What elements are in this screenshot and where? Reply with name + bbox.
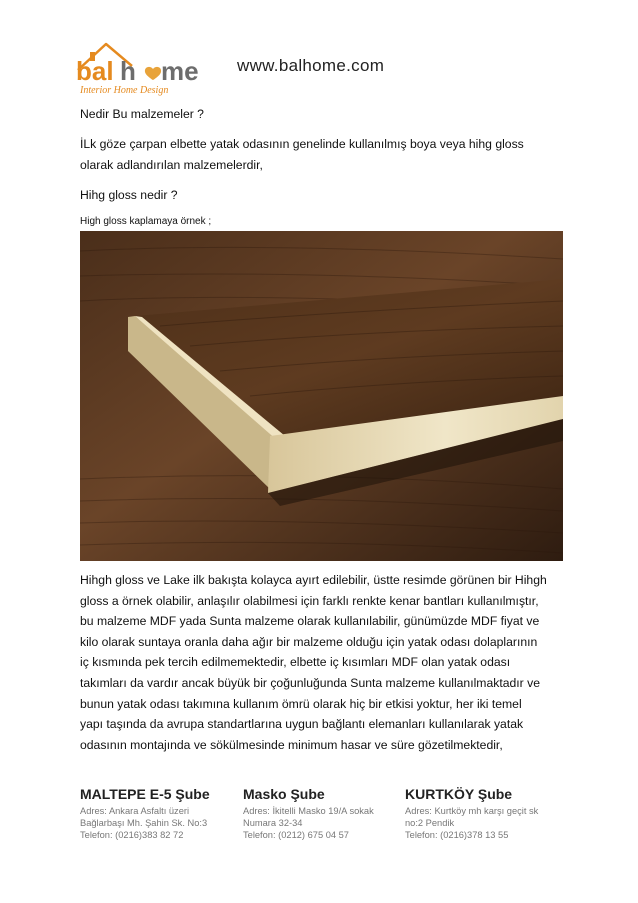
paragraph-line: bunun yatak odası takımına kullanım ömrü olarak hiç bir etkisi yoktur, her iki temel: [80, 696, 522, 711]
branch-address-line: Adres: Kurtköy mh karşı geçit sk: [405, 806, 539, 816]
branch-title: MALTEPE E-5 Şube: [80, 786, 210, 802]
paragraph-line: odasının montajında ve sökülmesinde minimum hasar ve süre gözetilmektedir,: [80, 737, 503, 752]
branch-address-line: no:2 Pendik: [405, 818, 455, 829]
branch-address-line: Bağlarbaşı Mh. Şahin Sk. No:3: [80, 818, 208, 829]
branch-title: Masko Şube: [243, 786, 325, 802]
branch-address-line: Adres: İkitelli Masko 19/A sokak: [243, 806, 374, 816]
branch-kurtkoy: [405, 786, 538, 842]
image-caption: High gloss kaplamaya örnek ;: [80, 216, 212, 227]
heading-high-gloss: Hihg gloss nedir ?: [80, 188, 178, 202]
intro-line-2: olarak adlandırılan malzemelerdir,: [80, 158, 263, 172]
branch-address-line: Numara 32-34: [243, 818, 303, 829]
paragraph-line: iç kısmında pek tercih edilmemektedir, elbette iç kısımları MDF olan yatak odası: [80, 655, 511, 670]
branch-masko: [243, 786, 374, 842]
high-gloss-shelf-photo: [80, 231, 563, 561]
svg-text:Interior Home Design: Interior Home Design: [80, 85, 169, 96]
branch-address-line: Adres: Ankara Asfaltı üzeri: [80, 806, 190, 816]
paragraph-line: yapı taşında da avrupa standartlarına uygun bağlantı elemanları kullanılarak yatak: [80, 717, 524, 732]
svg-text:bal: bal: [76, 56, 114, 86]
paragraph-line: Hihgh gloss ve Lake ilk bakışta kolayca ayırt edilebilir, üstte resimde görünen bir Hihgh: [80, 573, 547, 587]
main-paragraph: [80, 570, 570, 755]
svg-text:h: h: [120, 56, 136, 86]
branch-phone: Telefon: (0212) 675 04 57: [243, 830, 349, 841]
svg-text:me: me: [161, 56, 199, 86]
paragraph-line: takımları da vardır ancak büyük bir çoğunluğunda Sunta malzeme kullanılmaktadır ve: [80, 675, 540, 690]
site-url[interactable]: www.balhome.com: [237, 56, 385, 75]
paragraph-line: bu malzeme MDF yada Sunta malzeme olarak kullanılabilir, günümüzde MDF fiyat ve: [80, 614, 540, 629]
branch-title: KURTKÖY Şube: [405, 786, 513, 802]
branch-phone: Telefon: (0216)383 82 72: [80, 830, 184, 841]
branch-phone: Telefon: (0216)378 13 55: [405, 830, 509, 841]
balhome-logo[interactable]: [70, 36, 210, 96]
intro-line-1: İLk göze çarpan elbette yatak odasının genelinde kullanılmış boya veya hihg gloss: [80, 137, 524, 151]
logo-graphic: [70, 36, 210, 96]
branch-maltepe: [80, 786, 210, 842]
paragraph-line: kilo olarak suntaya oranla daha ağır bir malzeme olduğu için yatak odası dolaplarının: [80, 634, 538, 649]
heading-what-are-materials: Nedir Bu malzemeler ?: [80, 107, 204, 121]
paragraph-line: gloss a örnek olabilir, anlaşılır olabilmesi için farklı renkte kenar bantları kullanılmıştır,: [80, 593, 539, 608]
